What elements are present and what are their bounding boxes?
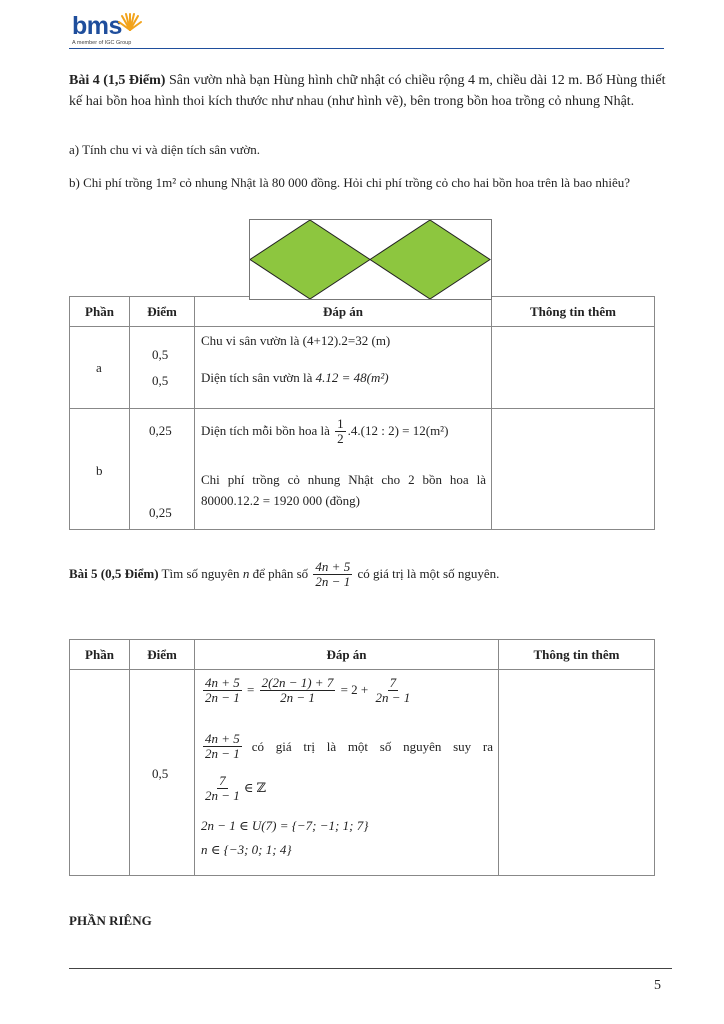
section-heading: PHẦN RIÊNG [69,913,152,928]
points-bai5: 0,5 [152,766,169,781]
eq-line3: $\frac{7}{2n - 1}$ ∈ ℤ [205,773,267,804]
table-row [70,327,655,409]
part-a-label: a [96,360,102,375]
points-b2: 0,25 [149,505,172,520]
half-fraction: $\frac{1}{2}$ [337,416,344,447]
eq-line5: n ∈ {−3; 0; 1; 4} [201,842,292,857]
part-b-label: b [96,463,103,478]
points-b1: 0,25 [149,423,172,438]
col-extra: Thông tin thêm [492,297,655,327]
bai4-statement: Bài 4 (1,5 Điểm) Sân vườn nhà bạn Hùng hình chữ nhật có chiều rộng 4 m, chiều dài 12 m. Bố Hùng thiết kế hai bồn hoa hình thoi kích thước như nhau (như hình vẽ), bên trong bồn hoa trồng cỏ nhung Nhật. [69,73,666,109]
col-points: Điểm [130,640,195,670]
header-rule [69,48,664,49]
eq-line2: $\frac{4n + 5}{2n - 1}$ có giá trị là một số nguyên suy ra [205,731,493,762]
table-row [70,670,655,876]
col-answer: Đáp án [195,640,499,670]
bai5-fraction: $\frac{4n + 5}{2n - 1}$ [315,559,351,590]
eq-line1: $\frac{4n + 5}{2n - 1}$ = $\frac{2(2n - 1) + 7}{2n - 1}$ = 2 + $\frac{7}{2n - 1}$ [205,675,411,706]
answer-a1: Chu vi sân vườn là (4+12).2=32 (m) [201,333,391,348]
logo-text: bms [72,12,122,40]
col-part: Phần [70,297,130,327]
answer-b3: 80000.12.2 = 1920 000 (đồng) [201,493,360,508]
bms-logo [72,10,152,52]
answer-b2: Chi phí trồng cỏ nhung Nhật cho 2 bồn hoa là [201,472,486,487]
eq-line4: 2n − 1 ∈ U(7) = {−7; −1; 1; 7} [201,818,369,833]
answer-a2: Diện tích sân vườn là 4.12 = 48(m²) [201,370,389,385]
col-points: Điểm [130,297,195,327]
points-a2: 0,5 [152,373,169,388]
answer-b1: Diện tích mỗi bồn hoa là $\frac{1}{2}$ .4.(12 : 2) = 12(m²) [201,416,449,447]
page-number: 5 [654,978,661,993]
sun-icon [117,10,143,32]
rhombus-right [370,220,490,299]
bai4-part-b: b) Chi phí trồng 1m² cỏ nhung Nhật là 80 000 đồng. Hỏi chi phí trồng cỏ cho hai bồn hoa trên là bao nhiêu? [69,175,631,190]
col-part: Phần [70,640,130,670]
table-row [70,409,655,530]
points-a1: 0,5 [152,347,169,362]
bai5-answer-table [69,639,655,876]
bai4-part-a: a) Tính chu vi và diện tích sân vườn. [69,142,260,157]
bai5-statement: Bài 5 (0,5 Điểm) Tìm số nguyên n để phân số $\frac{4n + 5}{2n - 1}$ có giá trị là một số nguyên. [69,559,500,590]
col-answer: Đáp án [195,297,492,327]
logo-subtitle: A member of IGC Group [72,40,132,46]
rhombus-diagram [250,220,491,299]
rhombus-left [250,220,370,299]
bai4-title: Bài 4 (1,5 Điểm) [69,73,166,88]
bai5-title: Bài 5 (0,5 Điểm) [69,565,159,581]
col-extra: Thông tin thêm [499,640,655,670]
flowerbed-diagram [249,219,492,300]
bai4-answer-table [69,296,655,530]
footer-rule [69,968,672,969]
